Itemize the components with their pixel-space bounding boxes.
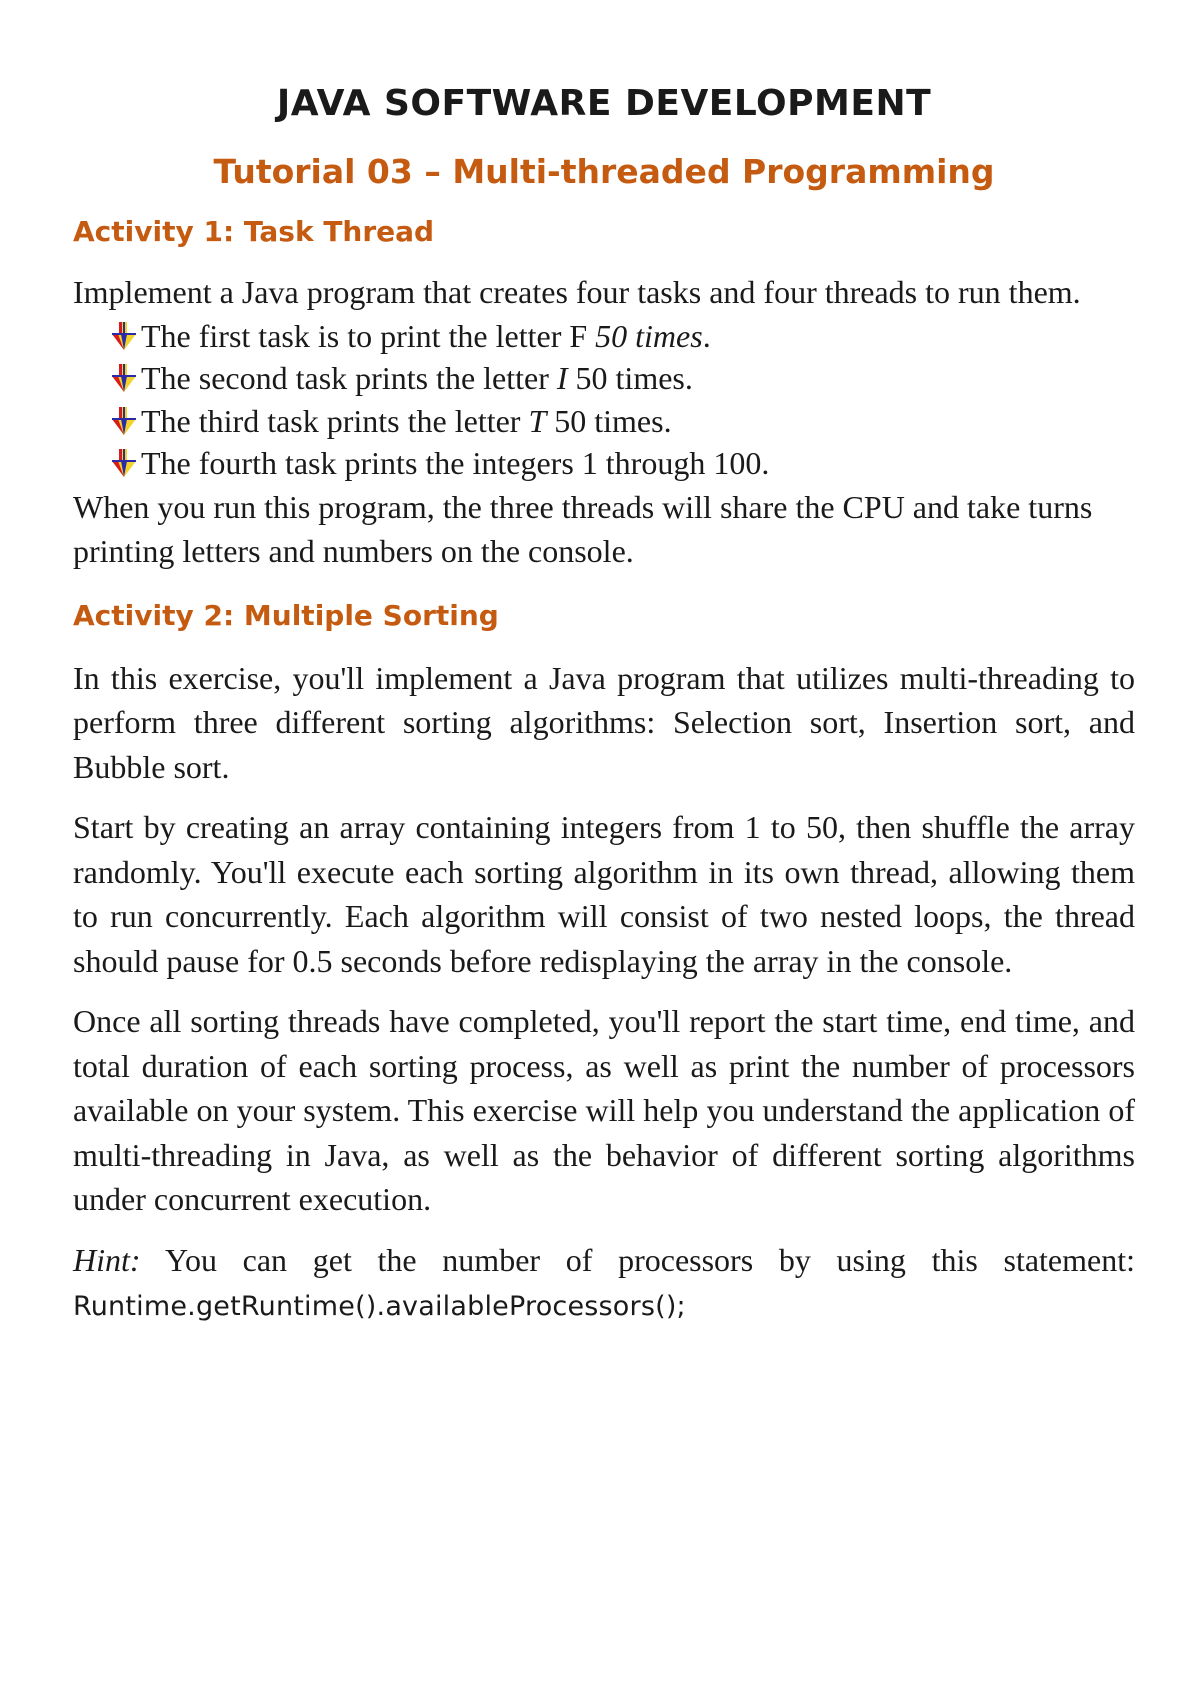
document-title: JAVA SOFTWARE DEVELOPMENT xyxy=(276,83,932,124)
bullet-text: The second task prints the letter I 50 times. xyxy=(141,360,693,396)
list-item xyxy=(109,442,1135,485)
activity-1-intro: Implement a Java program that creates four tasks and four threads to run them. xyxy=(73,274,1081,310)
activity-1-section xyxy=(73,212,1135,574)
down-arrow-icon xyxy=(109,320,139,352)
document-subtitle: Tutorial 03 – Multi-threaded Programming xyxy=(213,152,995,191)
list-item xyxy=(109,400,1135,443)
activity-2-paragraph-1: In this exercise, you'll implement a Java program that utilizes multi-threading to perform three different sorting algorithms: Selection sort, Insertion sort, and Bubble sort. xyxy=(73,659,1135,785)
activity-2-paragraph-2: Start by creating an array containing integers from 1 to 50, then shuffle the array randomly. You'll execute each sorting algorithm in its own thread, allowing them to run concurrently. Each algorithm will consist of two nested loops, the thread should pause for 0.5 seconds before redisplaying the array in the console. xyxy=(73,809,1135,979)
bullet-text: The third task prints the letter T 50 times. xyxy=(141,402,672,439)
activity-1-outro: When you run this program, the three threads will share the CPU and take turns printing letters and numbers on the console. xyxy=(73,488,1093,569)
document-page xyxy=(73,78,1135,1330)
bullet-text: The fourth task prints the integers 1 through 100. xyxy=(141,445,770,481)
list-item xyxy=(109,357,1135,400)
hint-paragraph xyxy=(73,1238,1135,1330)
down-arrow-icon xyxy=(109,362,139,394)
activity-2-section xyxy=(73,596,1135,1330)
list-item xyxy=(109,315,1135,358)
activity-2-heading: Activity 2: Multiple Sorting xyxy=(73,598,499,632)
activity-1-task-list xyxy=(73,315,1135,485)
bullet-text: The first task is to print the letter F 50 times. xyxy=(141,317,711,354)
down-arrow-icon xyxy=(109,447,139,479)
hint-label: Hint: xyxy=(73,1241,141,1278)
hint-code: Runtime.getRuntime().availableProcessors(); xyxy=(73,1291,686,1322)
hint-text: You can get the number of processors by using this statement: xyxy=(140,1241,1135,1278)
activity-1-heading: Activity 1: Task Thread xyxy=(73,215,435,248)
down-arrow-icon xyxy=(109,405,139,437)
activity-2-paragraph-3: Once all sorting threads have completed, you'll report the start time, end time, and total duration of each sorting process, as well as print the number of processors available on your system. This exercise will help you understand the application of multi-threading in Java, as well as the behavior of different sorting algorithms under concurrent execution. xyxy=(73,1003,1135,1217)
